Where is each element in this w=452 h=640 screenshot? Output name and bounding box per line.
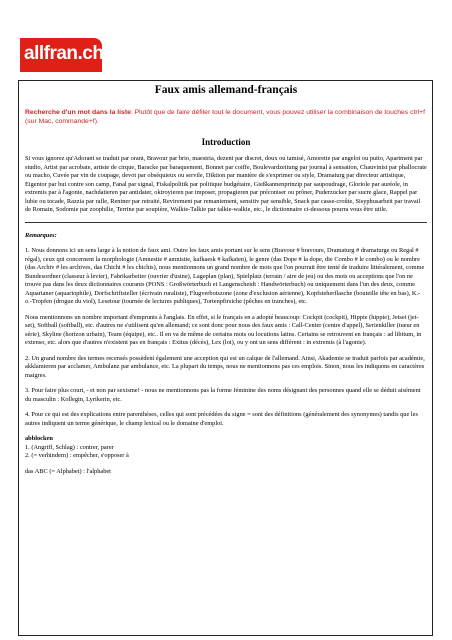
- intro-heading: Introduction: [201, 137, 251, 148]
- search-hint: [25, 109, 427, 127]
- document-frame: [18, 80, 433, 636]
- remark-2: 2. Un grand nombre des termes recensés possèdent également une acception qui est un calque de l'allemand. Ainsi, Akademie se traduit parfois par académie, akklamieren par acclamer, Ambulanz par ambulance, etc. La plupart du temps, nous ne mentionnons pas ces emplois. Sinon, nous les indiquons en caractères maigres.: [25, 354, 425, 379]
- intro-paragraph: Si vous ignorez qu'Adorant se traduit par orant, Bravour par brio, maestria, dezent par discret, doux ou tamisé, Amorette par angelot ou putto, Apartment par studio, Artist par acrobate, artiste de cirque, Baracke par baraquement, Bonnet par coiffe, Boulevardzeitung par journal à sensation, Chauvinist par phallocrate ou macho, Cuvée par vin de coupage, devot par obséquieux ou servile, Diktion par manière de s'exprimer ou style, Dramaturg par directeur artistique, Eigentor par but contre son camp, Fanal par signal, Fiskalpolitik par politique budgétaire, Gießkannenprinzip par saupoudrage, Gloriole par auréole, in extremis par à l'agonie, nachdatieren par antidater, oktroyieren par imposer, propagieren par préconiser ou prôner, Puderzucker par sucre glace, Rappel par lubie ou tocade, Razzia par rafle, Rentner par retraité, Revirement par remaniement, sensitiv par sensible, Snack par casse-croûte, Sisyphusarbeit par travail de Romain, Sodomie par zoophilie, Terrine par soupière, Walkie-Talkie par talkie-walkie, etc., le dictionnaire ci-dessous pourra vous être utile.: [25, 155, 427, 214]
- remark-1b: Nous mentionnons un nombre important d'emprunts à l'anglais. En effet, si le français en a adopté beaucoup: Cockpit (cockpit), Hippie (hippie), Jetset (jet-set), Softball (softball), etc. d'autres ne s'utilisent qu'en allemand; ce sont donc pour nous des faux amis : Call-Center (centre d'appel), Serienkiller (tueur en série), Skyline (horizon urbain), Team (équipe), etc.. Il en va de même de certains mots ou locutions latins. Certains se retrouvent en français : ad libitum, in extenso, etc. alors que d'autres n'existent pas en français : Exitus (décès), Lex (loi), ou y ont un sens différent : in extremis (à l'agonie).: [25, 313, 422, 347]
- remarks-label-text: Remarques:: [25, 231, 57, 239]
- remark-4: 4. Pour ce qui est des explications entre parenthèses, celles qui sont précédées du signe = sont des définitions (généralement des synonymes) tandis que les autres indiquent un terme générique, le champ lexical ou le domaine d'emploi.: [25, 411, 418, 427]
- remark-1: 1. Nous donnons ici un sens large à la notion de faux ami. Outre les faux amis portant sur le sens (Bravour # bravoure, Dramaturg # dramaturge ou Regal # régal), ceux qui concernent la morphologie (Amnestie # amnistie, kafkaesk # kafkaïen), le genre (das Dope # la dope, die Combo # le combo) ou le nombre (das Archiv # les archives, das Chichi # les chichis), nous mentionnons un grand nombre de mots que l'on pourrait être tenté de traduire littéralement, comme Bundesordner (classeur à levier), Fabrikarbeiter (ouvrier d'usine), Lageplan (plan), Spielplatz (terrain / aire de jeu) ou des mots ou acceptions que l'on ne trouve pas dans les deux dictionnaires courants (PONS : Großwörterbuch et Langenscheidt : Handwörterbuch) ou uniquement dans l'un des deux, comme Aquarianer (aquariophile), Dorfschriftsteller (écrivain ruraliste), Flugverbotszone (zone d'exclusion aérienne), Kopfsteherflasche (bouteille tête en bas), K.-o.-Tropfen (drogue du viol), Lesetour (tournée de lectures publiques), Tortenpfirsiche (pêches en tranches), etc.: [25, 247, 425, 306]
- search-hint-label: Recherche d'un mot dans la liste: [25, 109, 131, 117]
- entry-headword: abblocken: [25, 435, 53, 443]
- divider: [25, 222, 427, 223]
- entry-line: das ABC (= Alphabet) : l'alphabet: [25, 467, 111, 475]
- entry-sense: 2. (= verhindern) : empêcher, s'opposer à: [25, 452, 129, 460]
- logo-text: allfran.ch: [24, 43, 104, 64]
- entry-sense: 1. (Angriff, Schlag) : contrer, parer: [25, 443, 114, 451]
- remark-3: 3. Pour faire plus court, - et non par sexisme! - nous ne mentionnons pas la forme féminine des noms désignant des personnes quand elle se déduit aisément du masculin : Kollegin, Lyrikerin, etc.: [25, 387, 421, 403]
- remarks-label: [25, 232, 427, 241]
- logo: [20, 38, 102, 72]
- page-title: Faux amis allemand-français: [154, 84, 298, 96]
- search-hint-text: : Plutôt que de faire défiler tout le document, vous pouvez utiliser la combinaison de touches ctrl+f (sur Mac, commande+f).: [25, 109, 426, 126]
